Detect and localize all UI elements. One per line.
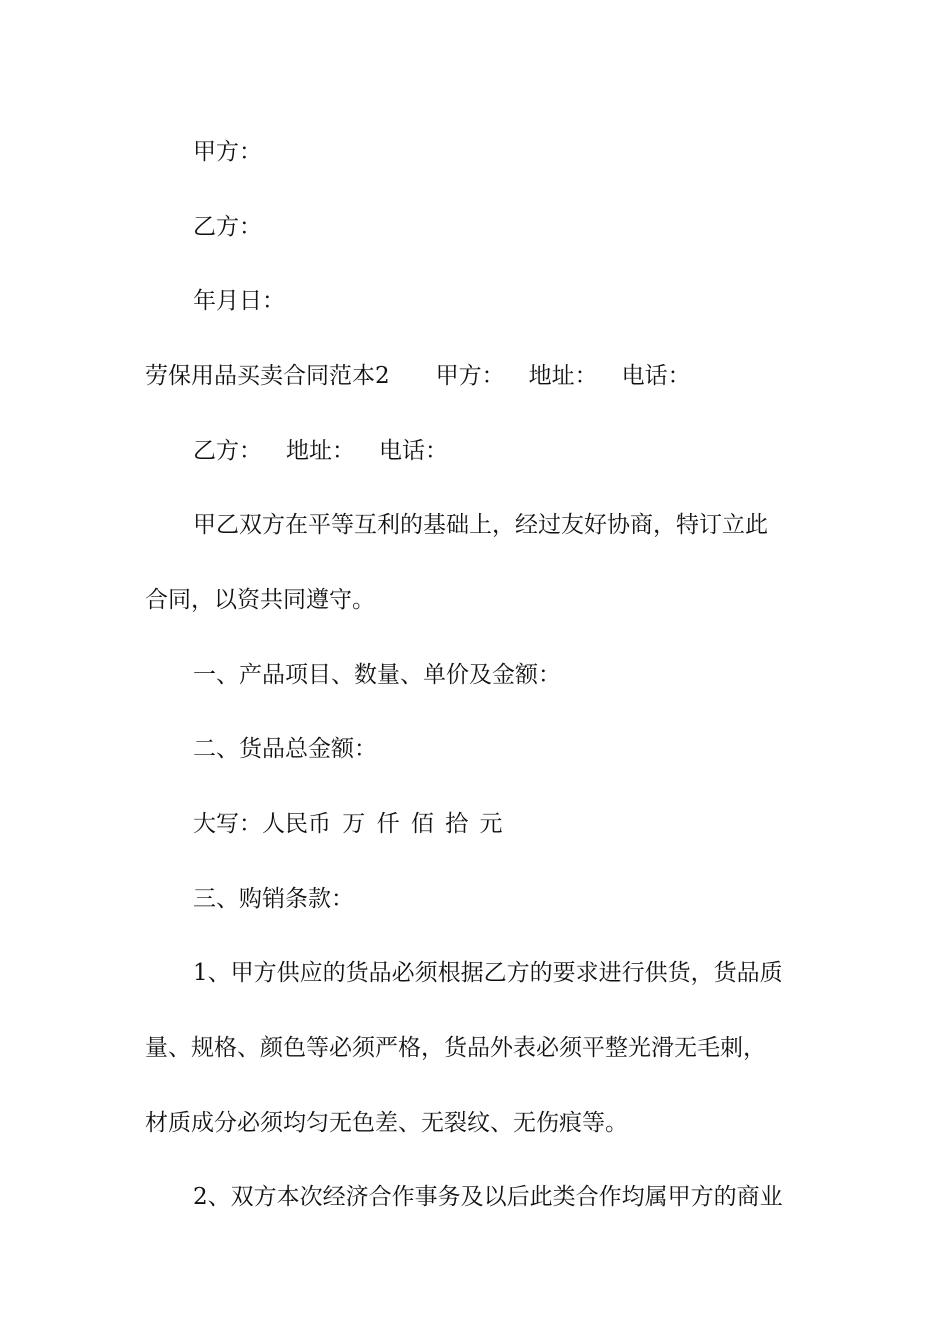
party-a-field: 甲方： (435, 363, 505, 389)
party-a-address-field: 地址： (528, 363, 598, 389)
party-b-field: 乙方： (193, 438, 262, 464)
preamble-text: 甲乙双方在平等互利的基础上，经过友好协商，特订立此 (193, 512, 768, 538)
party-a-phone-field: 电话： (621, 363, 691, 389)
contract-heading-line (145, 361, 691, 391)
party-b-label: 乙方： (193, 214, 262, 240)
section-3-heading: 三、购销条款： (193, 886, 354, 912)
section-1-heading: 一、产品项目、数量、单价及金额： (193, 662, 561, 688)
section-2-heading: 二、货品总金额： (193, 736, 377, 762)
party-b-phone-field: 电话： (379, 438, 448, 464)
clause-1-text-end: 材质成分必须均匀无色差、无裂纹、无伤痕等。 (145, 1110, 628, 1136)
amount-in-words: 大写：人民币 万 仟 佰 拾 元 (193, 811, 503, 837)
date-label: 年月日： (193, 288, 285, 314)
party-a-label: 甲方： (193, 139, 262, 165)
party-b-info-line (193, 436, 448, 466)
contract-title: 劳保用品买卖合同范本2 (145, 363, 390, 389)
clause-2-text: 2、双方本次经济合作事务及以后此类合作均属甲方的商业 (193, 1184, 783, 1210)
clause-1-text-cont: 量、规格、颜色等必须严格，货品外表必须平整光滑无毛刺， (145, 1035, 766, 1061)
preamble-text-cont: 合同，以资共同遵守。 (145, 587, 375, 613)
party-b-address-field: 地址： (286, 438, 355, 464)
clause-1-text: 1、甲方供应的货品必须根据乙方的要求进行供货，货品质 (193, 960, 783, 986)
